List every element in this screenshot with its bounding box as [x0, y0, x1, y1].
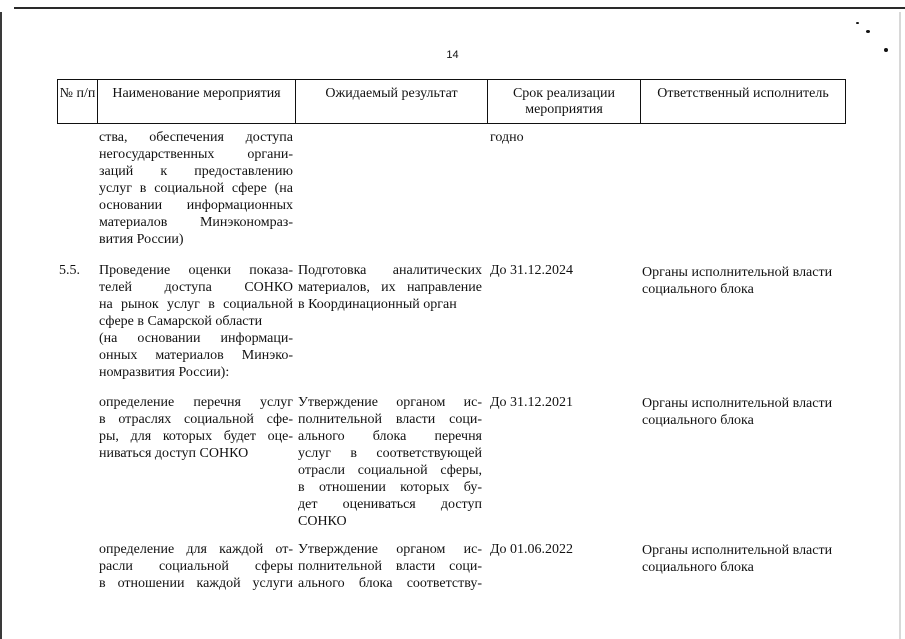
item-5-5-name: Проведение оценки показа- телей доступа СОНКО на рынок услуг в социальной сфере в Самарской области (на основании информаци- онных материалов Минэко- номразвития России): — [99, 263, 293, 380]
scan-edge-top — [14, 7, 905, 9]
page-number: 14 — [446, 49, 459, 61]
sub-item-1-result: Утверждение органом ис- полнительной власти соци- ального блока перечня услуг в соответствующей отрасли социальной сферы, в отношении которых бу- дет оцениваться доступ СОНКО — [298, 395, 482, 529]
scan-edge-left — [0, 12, 2, 639]
continuation-deadline: годно — [490, 130, 524, 145]
header-name: Наименование мероприятия — [98, 80, 296, 123]
sub-item-1-executor: Органы исполнительной власти социального блока — [642, 396, 833, 428]
item-5-5-result: Подготовка аналитических материалов, их направление в Координационный орган — [298, 263, 482, 312]
scan-speck — [866, 30, 870, 33]
sub-item-2-name: определение для каждой от- расли социальной сферы в отношении каждой услуги — [99, 542, 293, 591]
scan-speck — [856, 22, 859, 24]
item-5-5-deadline: До 31.12.2024 — [490, 263, 574, 278]
sub-item-2-executor: Органы исполнительной власти социального блока — [642, 543, 833, 575]
item-5-5-executor: Органы исполнительной власти социального блока — [642, 265, 833, 297]
table-header — [57, 79, 846, 124]
sub-item-2-result: Утверждение органом ис- полнительной власти соци- ального блока соответству- — [298, 542, 482, 591]
item-number: 5.5. — [59, 263, 80, 278]
scan-edge-right — [899, 12, 901, 639]
header-num: № п/п — [58, 80, 98, 123]
header-deadline: Срок реализации мероприятия — [488, 80, 641, 123]
sub-item-2-deadline: До 01.06.2022 — [490, 542, 574, 557]
continuation-name: ства, обеспечения доступа негосударственных органи- заций к предоставлению услуг в социальной сфере (на основании информационных материалов Минэкономраз- вития России) — [99, 130, 293, 247]
sub-item-1-deadline: До 31.12.2021 — [490, 395, 574, 410]
sub-item-1-name: определение перечня услуг в отраслях социальной сфе- ры, для которых будет оце- ниваться доступ СОНКО — [99, 395, 293, 461]
header-executor: Ответственный исполнитель — [657, 86, 829, 101]
header-result: Ожидаемый результат — [296, 80, 488, 123]
